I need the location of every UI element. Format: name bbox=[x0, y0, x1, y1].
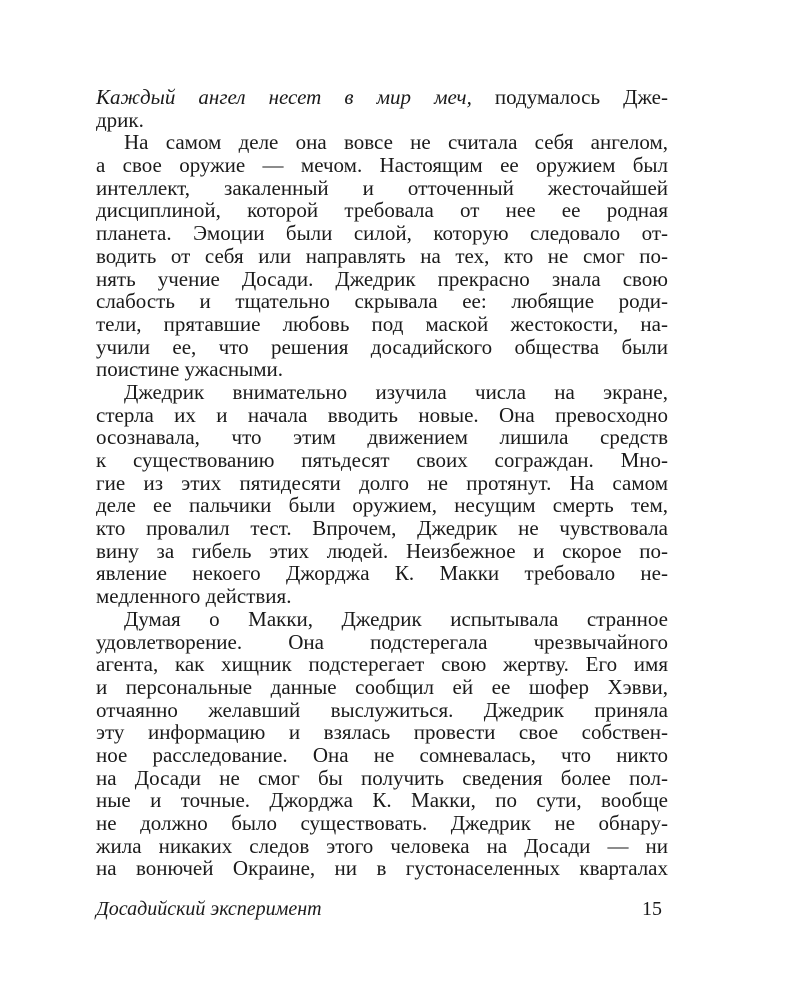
paragraph-start-line: Думая о Макки, Джедрик испытывала странное bbox=[124, 606, 668, 631]
running-title: Досадийский эксперимент bbox=[96, 898, 322, 920]
text-line: водить от себя или направлять на тех, кто не смог по- bbox=[96, 243, 668, 268]
text-line: дрик. bbox=[96, 107, 144, 132]
text-line: учили ее, что решения досадийского общества были bbox=[96, 334, 668, 359]
text-line: на вонючей Окраине, ни в густонаселенных кварталах bbox=[96, 856, 668, 881]
text-line: осознавала, что этим движением лишила средств bbox=[96, 425, 668, 450]
text-line: жила никаких следов этого человека на Досади — ни bbox=[96, 833, 668, 858]
text-line: не должно было существовать. Джедрик не обнару- bbox=[96, 811, 668, 835]
text-line: дисциплиной, которой требовала от нее ее родная bbox=[96, 198, 668, 223]
text-line: кто провалил тест. Впрочем, Джедрик не чувствовала bbox=[96, 516, 668, 541]
page-footer bbox=[96, 898, 668, 924]
text-line: на Досади не смог бы получить сведения более пол- bbox=[96, 765, 668, 790]
text-line-content: подумалось Дже- bbox=[471, 85, 668, 109]
text-line: тели, прятавшие любовь под маской жестокости, на- bbox=[96, 311, 668, 336]
text-line: явление некоего Джорджа К. Макки требовало не- bbox=[96, 561, 668, 586]
text-line: эту информацию и взялась провести свое собствен- bbox=[96, 720, 668, 745]
text-line: планета. Эмоции были силой, которую следовало от- bbox=[96, 221, 668, 246]
text-line: агента, как хищник подстерегает свою жертву. Его имя bbox=[96, 652, 668, 677]
text-line: и персональные данные сообщил ей ее шофер Хэвви, bbox=[96, 674, 668, 699]
italic-phrase: Каждый ангел несет в мир меч, bbox=[96, 85, 472, 109]
text-line: стерла их и начала вводить новые. Она превосходно bbox=[96, 402, 668, 427]
text-line: интеллект, закаленный и отточенный жесточайшей bbox=[96, 175, 668, 200]
text-line: а свое оружие — мечом. Настоящим ее оружием был bbox=[96, 153, 668, 178]
text-line: деле ее пальчики были оружием, несущим смерть тем, bbox=[96, 493, 668, 518]
page-number: 15 bbox=[642, 898, 662, 920]
text-line: слабость и тщательно скрывала ее: любящие роди- bbox=[96, 289, 668, 314]
text-line: поистине ужасными. bbox=[96, 357, 284, 382]
text-line: удовлетворение. Она подстерегала чрезвычайного bbox=[96, 629, 668, 654]
text-line bbox=[96, 86, 668, 109]
paragraph-start-line: На самом деле она вовсе не считала себя ангелом, bbox=[124, 130, 668, 155]
text-line: медленного действия. bbox=[96, 584, 292, 609]
text-line: к существованию пятьдесят своих сограждан. Мно- bbox=[96, 448, 668, 472]
paragraph-start-line: Джедрик внимательно изучила числа на экране, bbox=[124, 379, 668, 404]
text-line: ные и точные. Джорджа К. Макки, по сути, вообще bbox=[96, 788, 668, 813]
text-line: нять учение Досади. Джедрик прекрасно знала свою bbox=[96, 266, 668, 291]
body-text bbox=[96, 86, 668, 880]
text-line: гие из этих пятидесяти долго не протянут. На самом bbox=[96, 470, 668, 495]
text-line: ное расследование. Она не сомневалась, что никто bbox=[96, 742, 668, 767]
text-line: вину за гибель этих людей. Неизбежное и скорое по- bbox=[96, 538, 668, 563]
text-line: отчаянно желавший выслужиться. Джедрик приняла bbox=[96, 697, 668, 722]
